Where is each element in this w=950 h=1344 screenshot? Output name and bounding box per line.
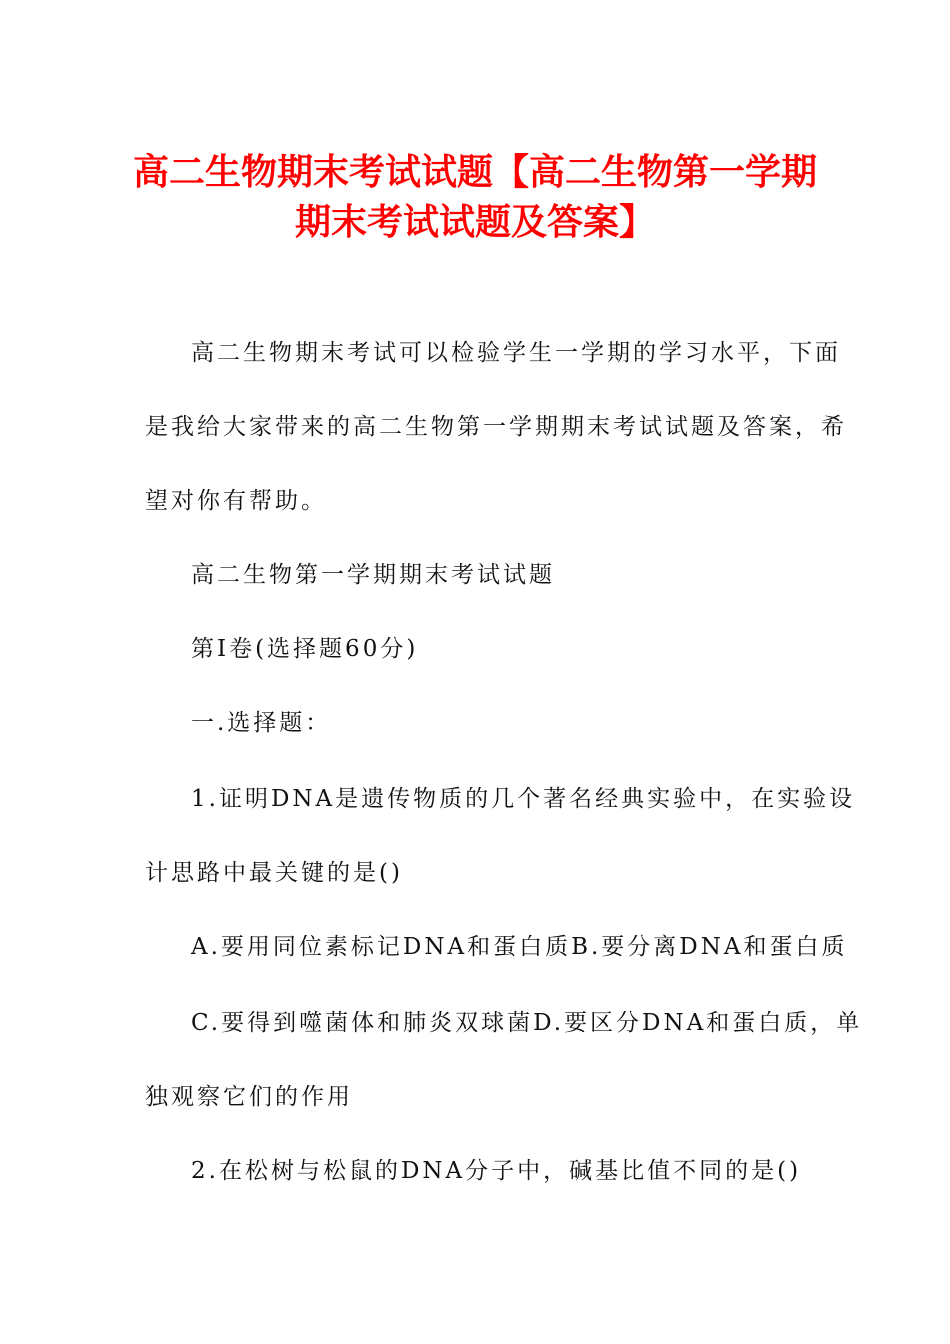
question-1	[145, 762, 856, 910]
question-2	[145, 1134, 805, 1208]
title-line-2: 期末考试试题及答案】	[294, 202, 655, 243]
part-heading	[145, 686, 805, 760]
question-1-line-1: 1.证明DNA是遗传物质的几个著名经典实验中，在实验设	[191, 786, 856, 812]
intro-line-2: 是我给大家带来的高二生物第一学期期末考试试题及答案，希	[145, 414, 847, 440]
options-ab-text: A.要用同位素标记DNA和蛋白质B.要分离DNA和蛋白质	[191, 934, 848, 960]
intro-line-1: 高二生物期末考试可以检验学生一学期的学习水平，下面	[191, 340, 841, 366]
volume-heading	[145, 612, 805, 686]
question-1-options-cd	[145, 986, 863, 1134]
intro-paragraph	[145, 316, 847, 538]
section-heading-text: 高二生物第一学期期末考试试题	[191, 562, 555, 588]
intro-line-3: 望对你有帮助。	[145, 488, 327, 514]
volume-heading-text: 第Ⅰ卷(选择题60分)	[191, 636, 419, 662]
options-cd-line-1: C.要得到噬菌体和肺炎双球菌D.要区分DNA和蛋白质，单	[191, 1010, 863, 1036]
title-line-1: 高二生物期末考试试题【高二生物第一学期	[132, 152, 817, 193]
options-cd-line-2: 独观察它们的作用	[145, 1084, 353, 1110]
question-1-line-2: 计思路中最关键的是()	[145, 860, 403, 886]
part-heading-text: 一.选择题：	[191, 710, 332, 736]
document-title	[120, 148, 830, 248]
question-2-text: 2.在松树与松鼠的DNA分子中，碱基比值不同的是()	[191, 1158, 802, 1184]
question-1-options-ab	[145, 910, 848, 984]
section-heading	[145, 538, 805, 612]
